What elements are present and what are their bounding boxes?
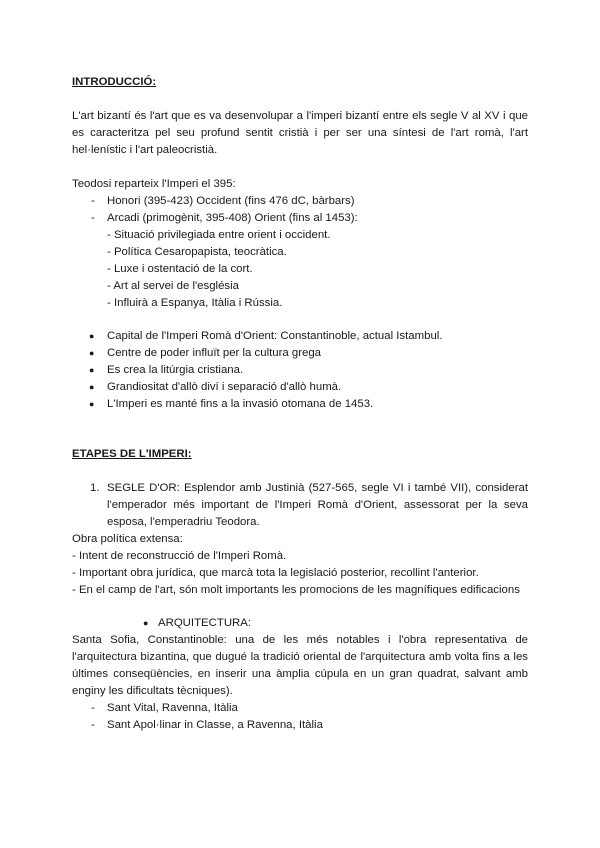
bullet-marker: ● (89, 365, 95, 375)
bullet-text: Es crea la litúrgia cristiana. (107, 364, 244, 376)
bullet-item (72, 362, 528, 379)
bullet-text: L'Imperi es manté fins a la invasió otomana de 1453. (107, 398, 374, 410)
list-item-text: Honori (395-423) Occident (fins 476 dC, bàrbars) (107, 195, 355, 207)
sub-list-item: - Situació privilegiada entre orient i occident. (107, 229, 331, 241)
bullet-marker: ● (143, 618, 149, 628)
sub-list-item: - Influirà a Espanya, Itàlia i Rússia. (107, 297, 283, 309)
bullet-list (72, 328, 528, 413)
obra-list (72, 548, 528, 599)
arquitectura-paragraph: Santa Sofia, Constantinoble: una de les més notables i l'obra representativa de l'arquitectura bizantina, que dugué la tradició oriental de l'arquitectura amb volta fins a les últimes conseqüències, en inserir una àmplia cúpula en un gran quadrat, salvant amb enginy les dificultats tècniques). (72, 634, 528, 697)
intro-paragraph: L'art bizantí és l'art que es va desenvolupar a l'imperi bizantí entre els segle V al XV i que es caracteritza pel seu profund sentit cristià i per ser una síntesi de l'art romà, l'art hel·lenístic i l'art paleocristià. (72, 110, 528, 156)
dash-marker: - (91, 212, 95, 224)
bullet-marker: ● (89, 399, 95, 409)
arquitectura-list (72, 700, 528, 734)
dash-marker: - (91, 719, 95, 731)
list-item: - Important obra jurídica, que marcà tota la legislació posterior, recollint l'anterior. (72, 567, 479, 579)
list-item (72, 717, 528, 734)
list-item: - Intent de reconstrucció de l'Imperi Romà. (72, 550, 287, 562)
etapes-heading: ETAPES DE L'IMPERI: (72, 448, 192, 460)
bullet-item (72, 345, 528, 362)
list-item (72, 193, 528, 210)
bullet-marker: ● (89, 348, 95, 358)
list-item: - En el camp de l'art, són molt importants les promocions de les magnífiques edificacions (72, 584, 520, 596)
arquitectura-heading-body (72, 615, 528, 632)
list-item-text: Arcadi (primogènit, 395-408) Orient (fins al 1453): (107, 212, 358, 224)
numbered-item (72, 480, 528, 531)
obra-lead: Obra política extensa: (72, 533, 183, 545)
bullet-item (72, 396, 528, 413)
dash-marker: - (91, 702, 95, 714)
sub-list-item: - Art al servei de l'església (107, 280, 239, 292)
numbered-item-body (72, 480, 528, 531)
list-item-text: Sant Apol·linar in Classe, a Ravenna, Itàlia (107, 719, 323, 731)
bullet-marker: ● (89, 331, 95, 341)
sub-list-item: - Política Cesaropapista, teocràtica. (107, 246, 287, 258)
numbered-text: SEGLE D'OR: Esplendor amb Justinià (527-565, segle VI i també VII), considerat l'emperador més important de l'Imperi Romà d'Orient, assessorat per la seva esposa, l'emperadriu Teodora. (107, 482, 528, 528)
intro-heading: INTRODUCCIÓ: (72, 76, 157, 88)
list-item-text: Sant Vital, Ravenna, Itàlia (107, 702, 238, 714)
bullet-text: Capital de l'Imperi Romà d'Orient: Constantinoble, actual Istambul. (107, 330, 443, 342)
bullet-marker: ● (89, 382, 95, 392)
bullet-text: Centre de poder influït per la cultura grega (107, 347, 322, 359)
teodosi-list (72, 193, 528, 312)
arquitectura-label: ARQUITECTURA: (158, 617, 252, 629)
list-item (72, 210, 528, 227)
list-item (72, 700, 528, 717)
bullet-text: Grandiositat d'allò diví i separació d'allò humà. (107, 381, 342, 393)
number-marker: 1. (90, 482, 100, 494)
arquitectura-heading (72, 615, 528, 632)
sub-list-item: - Luxe i ostentació de la cort. (107, 263, 253, 275)
dash-marker: - (91, 195, 95, 207)
bullet-item (72, 379, 528, 396)
bullet-item (72, 328, 528, 345)
teodosi-lead: Teodosi reparteix l'Imperi el 395: (72, 178, 236, 190)
